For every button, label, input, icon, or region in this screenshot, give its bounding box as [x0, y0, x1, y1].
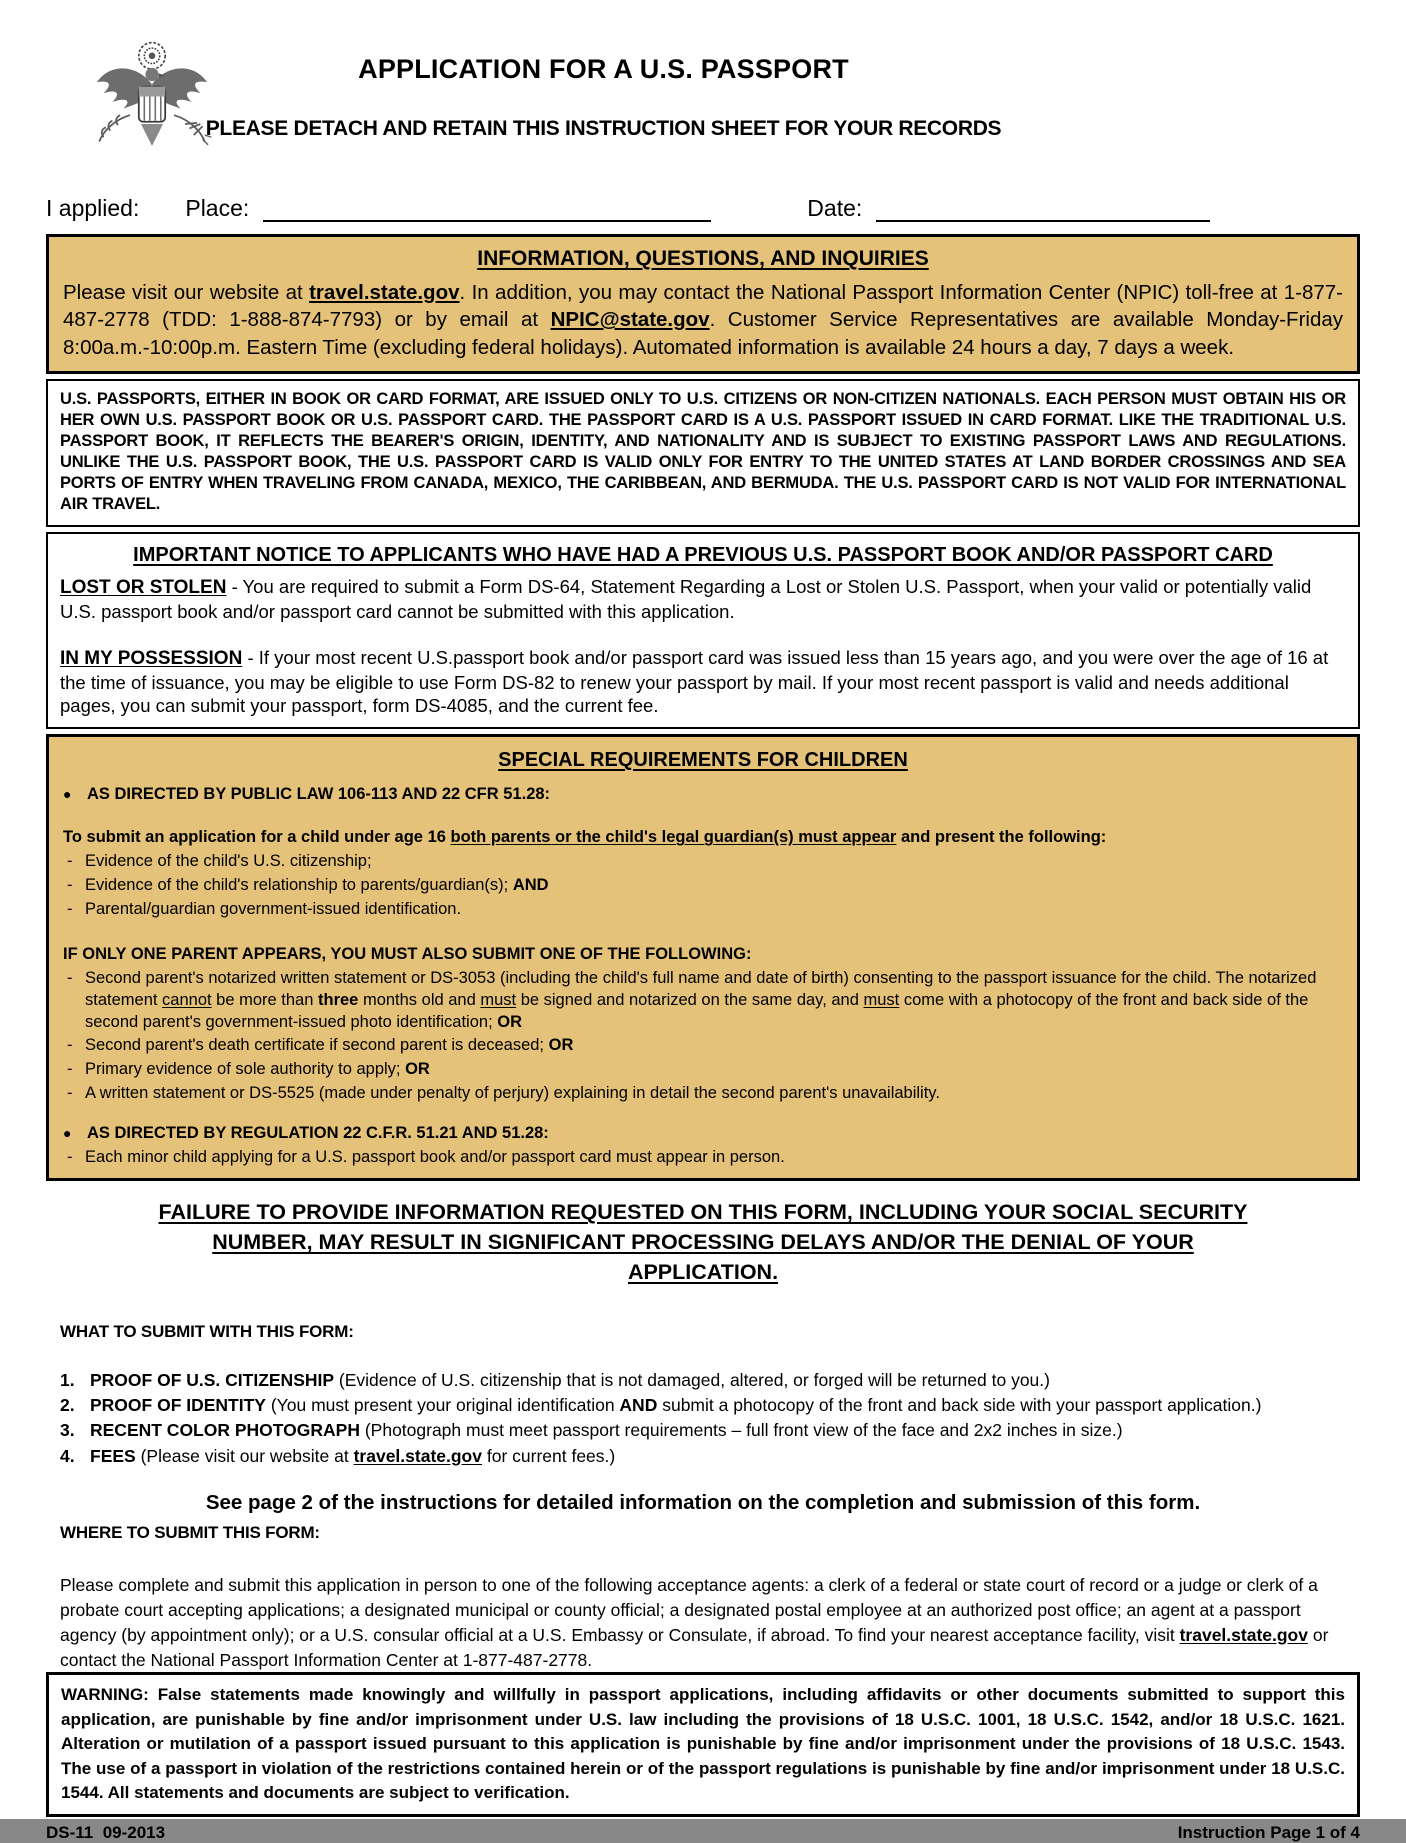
see-page-2-note: See page 2 of the instructions for detailed information on the completion and submission of this form.: [205, 1491, 1201, 1515]
list-item: [60, 1393, 1360, 1418]
list-item: [60, 1418, 1360, 1443]
fees-item: [90, 1444, 1360, 1469]
place-label: Place:: [185, 195, 250, 221]
proof-identity-item: [90, 1393, 1360, 1418]
dash-marker: -: [67, 899, 73, 918]
dash-marker: -: [67, 1060, 73, 1079]
bullet-icon: ●: [63, 1124, 72, 1141]
page-indicator: Instruction Page 1 of 4: [1177, 1822, 1360, 1842]
list-item: [63, 1083, 1343, 1105]
travel-state-gov-link[interactable]: travel.state.gov: [353, 1445, 482, 1466]
date-label: Date:: [807, 195, 863, 221]
op1-must2: must: [863, 990, 900, 1009]
proof-citizenship-item: [90, 1368, 1360, 1393]
lost-or-stolen-paragraph: [60, 575, 1346, 623]
item1-title: PROOF OF U.S. CITIZENSHIP: [90, 1369, 335, 1390]
children-box-title: SPECIAL REQUIREMENTS FOR CHILDREN: [498, 749, 908, 772]
public-law-bullet-text: AS DIRECTED BY PUBLIC LAW 106-113 AND 22 CFR 51.28:: [87, 784, 551, 803]
op3-or: OR: [405, 1060, 430, 1079]
item-number: 1.: [60, 1369, 75, 1390]
op2-text: Second parent's death certificate if second parent is deceased;: [85, 1036, 549, 1055]
item3-title: RECENT COLOR PHOTOGRAPH: [90, 1420, 360, 1441]
passport-formats-box: [46, 379, 1360, 528]
op1-b: be more than: [211, 990, 318, 1009]
dash-marker: -: [67, 1147, 73, 1166]
op1-e: come with a photocopy of the front and back side of the second parent's government-issued photo identification;: [85, 990, 1309, 1031]
item4-c: for current fees.): [481, 1445, 616, 1466]
info-text-a: Please visit our website at: [63, 281, 310, 304]
in-my-possession-text: - If your most recent U.S.passport book and/or passport card was issued less than 15 years ago, and you were over the age of 16 at the time of issuance, you may be eligible to use Form DS-82 to renew your passport by mail. If your most recent passport is valid and needs additional pages, you can submit your passport, form DS-4085, and the current fee.: [60, 646, 1329, 716]
footer: [46, 1823, 1360, 1843]
item-number: 3.: [60, 1420, 75, 1441]
passport-formats-paragraph: U.S. PASSPORTS, EITHER IN BOOK OR CARD FORMAT, ARE ISSUED ONLY TO U.S. CITIZENS OR NON-CITIZEN NATIONALS. EACH PERSON MUST OBTAIN HIS OR HER OWN U.S. PASSPORT BOOK OR U.S. PASSPORT CARD. THE PASSPORT CARD IS A U.S. PASSPORT ISSUED IN CARD FORMAT. LIKE THE TRADITIONAL U.S. PASSPORT BOOK, IT REFLECTS THE BEARER'S ORIGIN, IDENTITY, AND NATIONALITY AND IS SUBJECT TO EXISTING PASSPORT LAWS AND REGULATIONS. UNLIKE THE U.S. PASSPORT BOOK, THE U.S. PASSPORT CARD IS VALID ONLY FOR ENTRY TO THE UNITED STATES AT LAND BORDER CROSSINGS AND SEA PORTS OF ENTRY WHEN TRAVELING FROM CANADA, MEXICO, THE CARIBBEAN, AND BERMUDA. THE U.S. PASSPORT CARD IS NOT VALID FOR INTERNATIONAL AIR TRAVEL.: [60, 389, 1346, 514]
list-item: [60, 1444, 1360, 1469]
intro-text-b: and present the following:: [896, 828, 1107, 847]
dash-marker: -: [67, 1083, 73, 1102]
in-my-possession-paragraph: [60, 646, 1346, 718]
relationship-text: Evidence of the child's relationship to parents/guardian(s);: [85, 875, 513, 894]
list-item: [63, 968, 1343, 1033]
op1-cannot: cannot: [162, 990, 212, 1009]
written-statement-item: A written statement or DS-5525 (made under penalty of perjury) explaining in detail the second parent's unavailability.: [85, 1083, 940, 1102]
item2-and: AND: [619, 1394, 658, 1415]
list-item: [63, 1035, 1343, 1057]
previous-passport-notice-box: [46, 532, 1360, 729]
and-bold: AND: [512, 875, 549, 894]
warning-text: WARNING: False statements made knowingly and willfully in passport applications, including affidavits or other documents submitted to support this application, are punishable by fine and/or imprisonment under U.S. law including the provisions of 18 U.S.C. 1001, 18 U.S.C. 1542, and/or 18 U.S.C. 1621. Alteration or mutilation of a passport issued pursuant to this application is punishable by fine and/or imprisonment under the provisions of 18 U.S.C. 1543. The use of a passport in violation of the restrictions contained herein or of the passport regulations is punishable by fine and/or imprisonment under 18 U.S.C. 1544. All statements and documents are subject to verification.: [61, 1685, 1345, 1803]
notice-box-title: IMPORTANT NOTICE TO APPLICANTS WHO HAVE HAD A PREVIOUS U.S. PASSPORT BOOK AND/OR PASSPORT CARD: [133, 544, 1273, 567]
dash-marker: -: [67, 852, 73, 871]
npic-email-link[interactable]: NPIC@state.gov: [550, 308, 710, 332]
page-subtitle: PLEASE DETACH AND RETAIN THIS INSTRUCTION SHEET FOR YOUR RECORDS: [205, 117, 1002, 140]
warning-box: [46, 1672, 1360, 1816]
form-number: DS-11 09-2013: [46, 1822, 166, 1842]
applied-row: [46, 188, 1360, 222]
notarized-statement-item: [85, 968, 1343, 1033]
op1-a: Second parent's notarized written statement or DS-3053 (including the child's full name and date of birth) consenting to the passport issuance for the child. The notarized statement: [85, 969, 1317, 1009]
op1-c: months old and: [358, 990, 481, 1009]
op1-must1: must: [480, 990, 517, 1009]
what-to-submit-list: [46, 1368, 1360, 1470]
place-field[interactable]: [263, 196, 711, 222]
public-law-bullet: [63, 784, 1343, 806]
item-number: 2.: [60, 1394, 75, 1415]
list-item: [63, 875, 1343, 897]
applied-label: I applied:: [46, 195, 140, 221]
dash-marker: -: [67, 875, 73, 894]
item1-text: (Evidence of U.S. citizenship that is not damaged, altered, or forged will be returned to you.): [334, 1369, 1050, 1390]
list-item: [60, 1368, 1360, 1393]
header: [46, 34, 1360, 176]
item2-a: (You must present your original identification: [265, 1394, 620, 1415]
info-text-b: . In addition, you may contact the National Passport Information Center (NPIC) toll-free at 1-877-487-2778 (TDD: 1-888-874-7793) or by email at: [63, 281, 1343, 332]
minor-in-person-item: Each minor child applying for a U.S. passport book and/or passport card must appear in person.: [85, 1147, 785, 1166]
child-under-16-intro: [63, 827, 1343, 849]
lost-or-stolen-label: LOST OR STOLEN: [60, 577, 227, 599]
failure-warning-heading: [138, 1197, 1268, 1287]
item-number: 4.: [60, 1445, 75, 1466]
item2-c: submit a photocopy of the front and back side with your passport application.): [657, 1394, 1262, 1415]
dash-marker: -: [67, 969, 73, 988]
children-requirements-box: [46, 734, 1360, 1181]
op2-or: OR: [548, 1036, 574, 1055]
great-seal-eagle-icon: [86, 36, 218, 168]
info-box-title: INFORMATION, QUESTIONS, AND INQUIRIES: [477, 247, 929, 270]
info-text-c: . Customer Service Representatives are available Monday-Friday 8:00a.m.-10:00p.m. Eastern Time (excluding federal holidays). Automated information is available 24 hours a day, 7 days a week.: [63, 308, 1343, 359]
list-item: [63, 1147, 1343, 1169]
intro-text-a: To submit an application for a child under age 16: [63, 828, 451, 847]
lost-or-stolen-text: - You are required to submit a Form DS-64, Statement Regarding a Lost or Stolen U.S. Passport, when your valid or potentially valid U.S. passport book and/or passport card cannot be submitted with this application.: [60, 576, 1312, 623]
in-my-possession-label: IN MY POSSESSION: [60, 647, 243, 669]
item4-title: FEES: [90, 1445, 136, 1466]
date-field[interactable]: [876, 196, 1210, 222]
list-item: [63, 899, 1343, 921]
sole-authority-item: [85, 1059, 1343, 1081]
info-box-paragraph: [63, 279, 1343, 361]
child-citizenship-item: Evidence of the child's U.S. citizenship;: [85, 852, 372, 871]
info-inquiries-box: [46, 234, 1360, 374]
list-item: [63, 851, 1343, 873]
regulation-bullet: [63, 1123, 1343, 1145]
page-title: APPLICATION FOR A U.S. PASSPORT: [358, 54, 849, 84]
where-to-submit-heading: WHERE TO SUBMIT THIS FORM:: [60, 1523, 320, 1543]
color-photo-item: [90, 1418, 1360, 1443]
bullet-icon: ●: [63, 785, 72, 802]
death-certificate-item: [85, 1035, 1343, 1057]
where-text-a: Please complete and submit this application in person to one of the following acceptance agents: a clerk of a federal or state court of record or a judge or clerk of a probate court accepting applications; a designated municipal or county official; a designated postal employee at an authorized post office; an agent at a passport agency (by appointment only); or a U.S. consular official at a U.S. Embassy or Consulate, if abroad. To find your nearest acceptance facility, visit: [60, 1575, 1318, 1645]
where-text-b: or contact the National Passport Information Center at 1-877-487-2778.: [60, 1624, 1329, 1670]
list-item: [63, 1059, 1343, 1081]
where-to-submit-paragraph: [46, 1573, 1360, 1672]
op1-d: be signed and notarized on the same day, and: [516, 990, 864, 1009]
item4-a: (Please visit our website at: [135, 1445, 354, 1466]
guardian-id-item: Parental/guardian government-issued identification.: [85, 899, 462, 918]
child-relationship-item: [85, 875, 1343, 897]
item2-title: PROOF OF IDENTITY: [90, 1394, 266, 1415]
one-parent-heading: IF ONLY ONE PARENT APPEARS, YOU MUST ALSO SUBMIT ONE OF THE FOLLOWING:: [63, 945, 752, 964]
what-to-submit-heading: WHAT TO SUBMIT WITH THIS FORM:: [60, 1321, 354, 1341]
op1-three: three: [318, 990, 359, 1009]
intro-underlined: both parents or the child's legal guardian(s) must appear: [450, 828, 897, 847]
op3-text: Primary evidence of sole authority to apply;: [85, 1060, 406, 1079]
dash-marker: -: [67, 1036, 73, 1055]
travel-state-gov-link[interactable]: travel.state.gov: [309, 281, 460, 304]
failure-warning-text: FAILURE TO PROVIDE INFORMATION REQUESTED ON THIS FORM, INCLUDING YOUR SOCIAL SECURITY NUMBER, MAY RESULT IN SIGNIFICANT PROCESSING DELAYS AND/OR THE DENIAL OF YOUR APPLICATION.: [158, 1200, 1248, 1285]
regulation-bullet-text: AS DIRECTED BY REGULATION 22 C.F.R. 51.21 AND 51.28:: [87, 1123, 549, 1142]
item3-text: (Photograph must meet passport requirements – full front view of the face and 2x2 inches in size.): [359, 1420, 1123, 1441]
travel-state-gov-link[interactable]: travel.state.gov: [1179, 1624, 1308, 1645]
op1-or: OR: [497, 1012, 522, 1031]
